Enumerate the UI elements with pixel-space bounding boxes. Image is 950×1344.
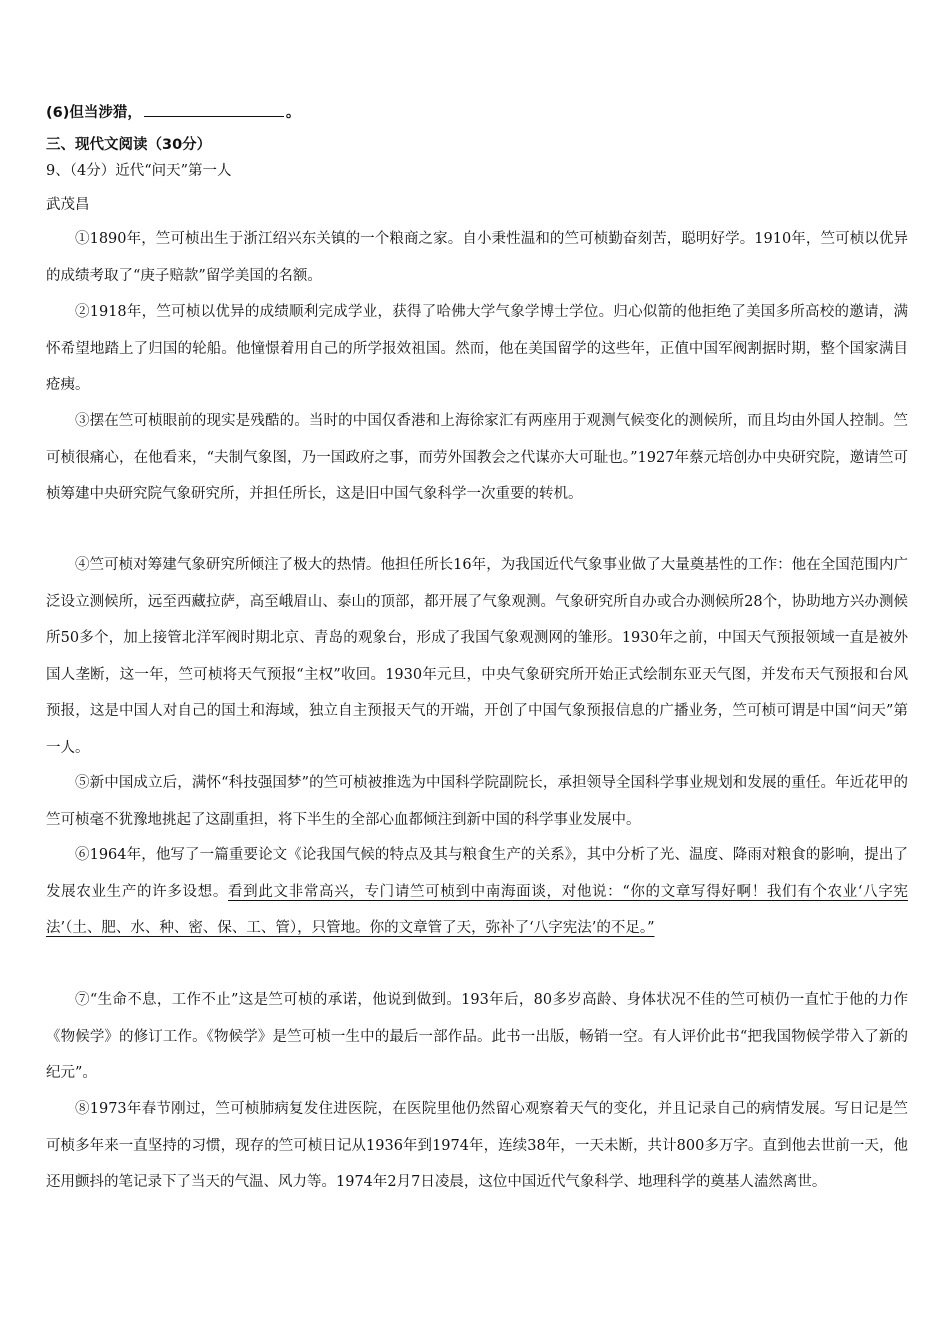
paragraph-3: ③摆在竺可桢眼前的现实是残酷的。当时的中国仅香港和上海徐家汇有两座用于观测气候变化的测候所，而且均由外国人控制。竺可桢很痛心，在他看来，“夫制气象图，乃一国政府之事，而劳外国教会之代谋亦大可耻也。”1927年蔡元培创办中央研究院，邀请竺可桢筹建中央研究院气象研究所，并担任所长，这是旧中国气象科学一次重要的转机。 — [46, 413, 908, 502]
question-header: 9、（4分）近代“问天”第一人 — [46, 163, 232, 179]
paragraph-6 — [46, 837, 908, 947]
question-6-tail — [46, 102, 300, 124]
answer-blank[interactable] — [144, 102, 284, 117]
question-6-suffix: 。 — [285, 105, 301, 121]
paragraph-8: ⑧1973年春节刚过，竺可桢肺病复发住进医院，在医院里他仍然留心观察着天气的变化，并且记录自己的病情发展。写日记是竺可桢多年来一直坚持的习惯，现存的竺可桢日记从1936年到1974年，连续38年，一天未断，共计800多万字。直到他去世前一天，他还用颤抖的笔记录下了当天的气温、风力等。1974年2月7日凌晨，这位中国近代气象科学、地理科学的奠基人溘然离世。 — [46, 1101, 908, 1190]
paragraph-6-underlined-quote: 看到此文非常高兴，专门请竺可桢到中南海面谈，对他说：“你的文章写得好啊！我们有个农业‘八字宪法’（土、肥、水、种、密、保、工、管），只管地。你的文章管了天，弥补了‘八字宪法’的不足。” — [46, 883, 908, 936]
paragraph-6-text: ⑥1964年，他写了一篇重要论文《论我国气候的特点及其与粮食生产的关系》，其中分析了光、温度、降雨对粮食的影响，提出了发展农业生产的许多设想。 — [46, 847, 908, 900]
paragraph-2: ②1918年，竺可桢以优异的成绩顺利完成学业，获得了哈佛大学气象学博士学位。归心似箭的他拒绝了美国多所高校的邀请，满怀希望地踏上了归国的轮船。他憧憬着用自己的所学报效祖国。然而，他在美国留学的这些年，正值中国军阀割据时期，整个国家满目疮痍。 — [46, 304, 908, 393]
section-heading: 三、现代文阅读（30分） — [46, 137, 212, 153]
paragraph-7: ⑦“生命不息，工作不止”这是竺可桢的承诺，他说到做到。193年后，80多岁高龄、身体状况不佳的竺可桢仍一直忙于他的力作《物候学》的修订工作。《物候学》是竺可桢一生中的最后一部作品。此书一出版，畅销一空。有人评价此书“把我国物候学带入了新的纪元”。 — [46, 992, 908, 1081]
paragraph-1: ①1890年，竺可桢出生于浙江绍兴东关镇的一个粮商之家。自小秉性温和的竺可桢勤奋刻苦，聪明好学。1910年，竺可桢以优异的成绩考取了“庚子赔款”留学美国的名额。 — [46, 231, 908, 284]
article-author: 武茂昌 — [46, 197, 90, 213]
paragraph-4: ④竺可桢对筹建气象研究所倾注了极大的热情。他担任所长16年，为我国近代气象事业做了大量奠基性的工作：他在全国范围内广泛设立测候所，远至西藏拉萨，高至峨眉山、泰山的顶部，都开展了气象观测。气象研究所自办或合办测候所28个，协助地方兴办测候所50多个，加上接管北洋军阀时期北京、青岛的观象台，形成了我国气象观测网的雏形。1930年之前，中国天气预报领域一直是被外国人垄断，这一年，竺可桢将天气预报“主权”收回。1930年元旦，中央气象研究所开始正式绘制东亚天气图，并发布天气预报和台风预报，这是中国人对自己的国土和海域，独立自主预报天气的开端，开创了中国气象预报信息的广播业务，竺可桢可谓是中国“问天”第一人。 — [46, 557, 908, 756]
paragraph-5: ⑤新中国成立后，满怀“科技强国梦”的竺可桢被推选为中国科学院副院长，承担领导全国科学事业规划和发展的重任。年近花甲的竺可桢毫不犹豫地挑起了这副重担，将下半生的全部心血都倾注到新中国的科学事业发展中。 — [46, 775, 908, 828]
question-6-prefix: (6)但当涉猎， — [46, 105, 142, 121]
